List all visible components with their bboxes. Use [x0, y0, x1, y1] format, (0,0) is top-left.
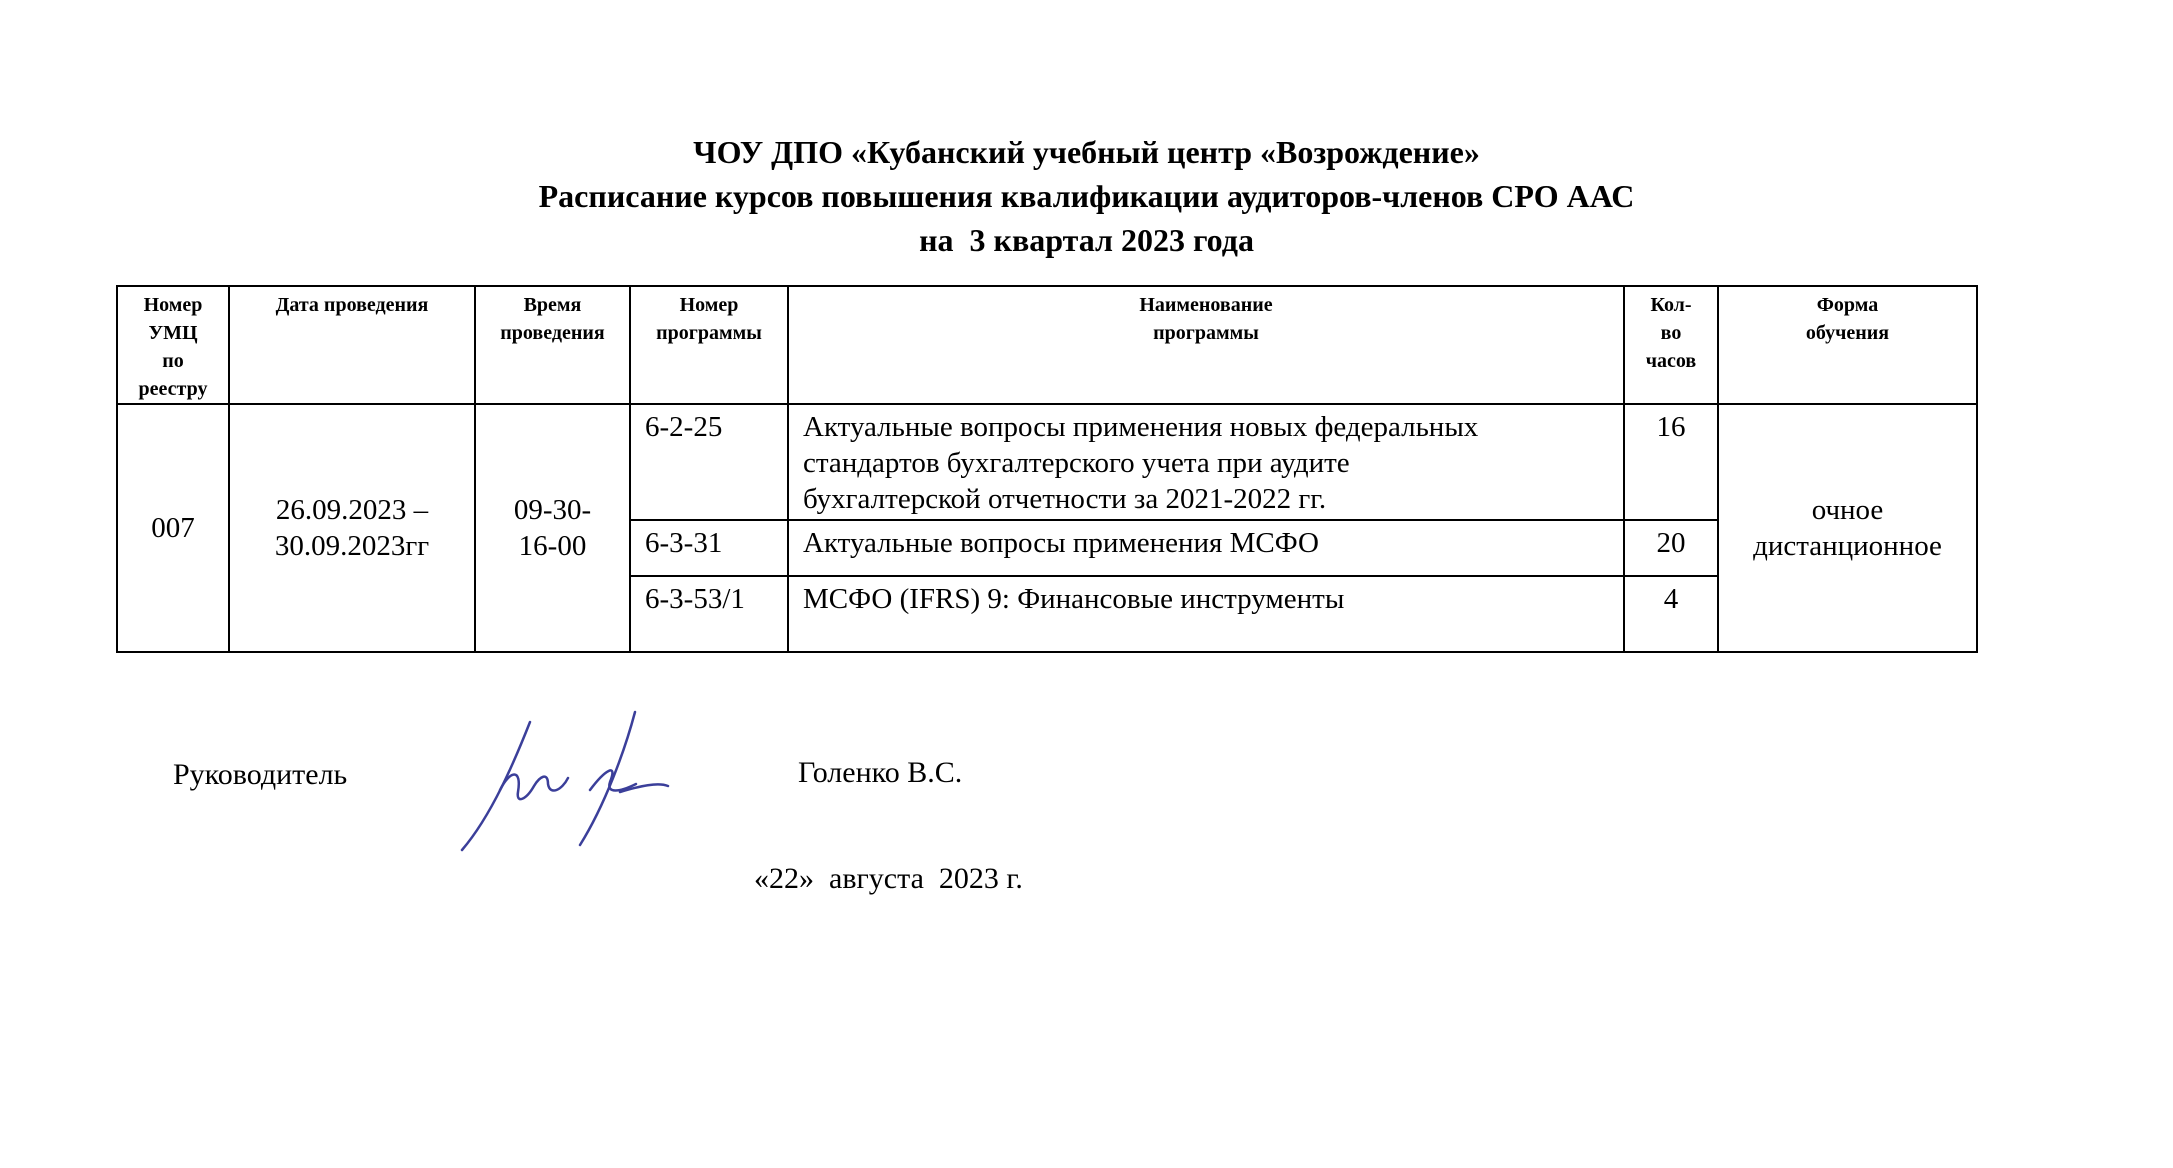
program-name-line: Актуальные вопросы применения МСФО — [803, 527, 1319, 559]
header-line: Номер — [143, 294, 203, 316]
time-end: 16-00 — [518, 530, 587, 562]
program-number: 6-2-25 — [645, 411, 723, 443]
hours-cell — [1624, 520, 1718, 576]
organization-title: ЧОУ ДПО «Кубанский учебный центр «Возрождение» — [693, 134, 1480, 170]
form-line: очное — [1811, 494, 1884, 526]
time-cell — [475, 404, 630, 652]
header-line: часов — [1645, 350, 1697, 372]
date-end: 30.09.2023гг — [274, 530, 430, 562]
header-line: Кол- — [1650, 294, 1692, 316]
header-line: программы — [656, 322, 762, 344]
header-line: во — [1660, 322, 1682, 344]
program-hours: 20 — [1656, 527, 1686, 559]
header-line: программы — [1153, 322, 1259, 344]
header-line: УМЦ — [148, 322, 198, 344]
header-line: по — [162, 350, 184, 372]
column-header-program-number — [630, 286, 788, 404]
date-start: 26.09.2023 – — [275, 494, 429, 526]
table-row — [117, 404, 1977, 520]
column-header-umc-number — [117, 286, 229, 404]
program-name-cell — [788, 404, 1624, 520]
program-hours: 4 — [1663, 583, 1679, 615]
handwritten-signature — [440, 700, 680, 860]
period-title: на 3 квартал 2023 года — [919, 222, 1254, 258]
umc-number: 007 — [151, 512, 195, 544]
column-header-hours — [1624, 286, 1718, 404]
hours-cell — [1624, 576, 1718, 652]
schedule-title: Расписание курсов повышения квалификации аудиторов-членов СРО ААС — [538, 178, 1635, 214]
signer-role: Руководитель — [173, 758, 348, 791]
column-header-time — [475, 286, 630, 404]
column-header-form — [1718, 286, 1977, 404]
form-cell — [1718, 404, 1977, 652]
program-number: 6-3-53/1 — [645, 583, 745, 615]
form-line: дистанционное — [1753, 530, 1942, 562]
dates-cell — [229, 404, 475, 652]
document-header — [0, 130, 2173, 262]
program-name-cell — [788, 576, 1624, 652]
hours-cell — [1624, 404, 1718, 520]
schedule-table — [116, 285, 1978, 653]
header-line: реестру — [138, 378, 208, 400]
header-line: проведения — [500, 322, 605, 344]
program-number-cell — [630, 404, 788, 520]
column-header-date — [229, 286, 475, 404]
header-line: Дата проведения — [275, 294, 429, 316]
program-name-line: Актуальные вопросы применения новых федеральных — [803, 411, 1479, 443]
header-line: Время — [523, 294, 582, 316]
umc-number-cell — [117, 404, 229, 652]
header-line: Наименование — [1139, 294, 1273, 316]
header-line: обучения — [1805, 322, 1890, 344]
program-name-line: МСФО (IFRS) 9: Финансовые инструменты — [803, 583, 1345, 615]
table-header-row — [117, 286, 1977, 404]
program-name-cell — [788, 520, 1624, 576]
column-header-program-name — [788, 286, 1624, 404]
signer-name: Голенко В.С. — [798, 756, 963, 789]
header-line: Форма — [1816, 294, 1879, 316]
program-number-cell — [630, 520, 788, 576]
program-number: 6-3-31 — [645, 527, 723, 559]
time-start: 09-30- — [513, 494, 592, 526]
program-name-line: стандартов бухгалтерского учета при аудите — [803, 447, 1350, 479]
program-hours: 16 — [1656, 411, 1686, 443]
program-number-cell — [630, 576, 788, 652]
program-name-line: бухгалтерской отчетности за 2021-2022 гг. — [803, 483, 1327, 515]
signature-block — [0, 700, 2173, 900]
document-date: «22» августа 2023 г. — [754, 862, 1023, 895]
header-line: Номер — [679, 294, 739, 316]
